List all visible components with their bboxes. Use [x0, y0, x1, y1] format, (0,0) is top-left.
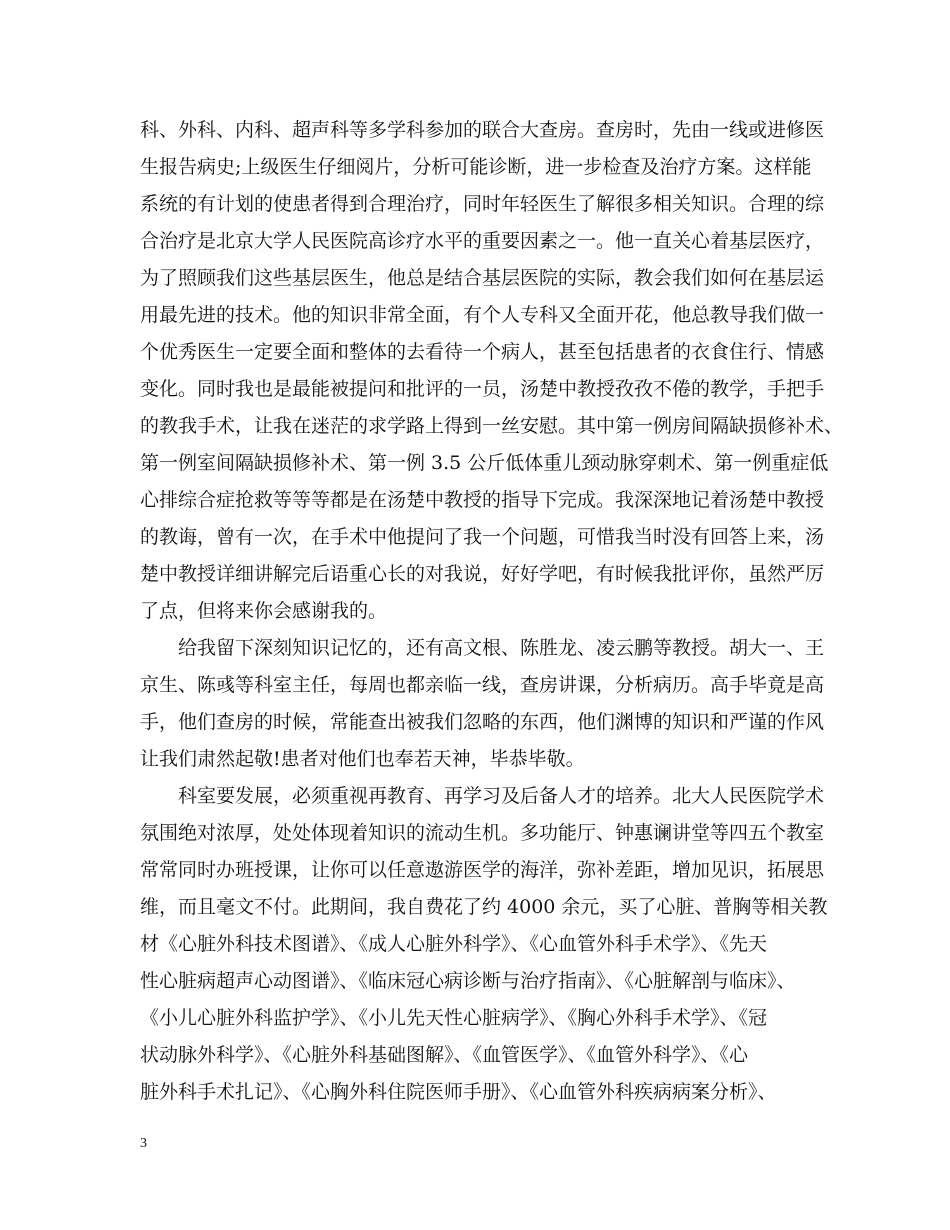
- paragraph-1-line-11: 心排综合症抢救等等等都是在汤楚中教授的指导下完成。我深深地记着汤楚中教授: [140, 489, 825, 511]
- paragraph-2-line-4: 让我们肃然起敬!患者对他们也奉若天神，毕恭毕敬。: [140, 748, 585, 770]
- paragraph-1-line-9: 的教我手术，让我在迷茫的求学路上得到一丝安慰。其中第一例房间隔缺损修补术、: [140, 415, 844, 437]
- paragraph-3-line-9: 脏外科手术扎记》、《心胸外科住院医师手册》、《心血管外科疾病病案分析》、: [140, 1081, 777, 1103]
- paragraph-1-line-2: 生报告病史;上级医生仔细阅片，分析可能诊断，进一步检查及治疗方案。这样能: [140, 156, 812, 178]
- paragraph-3-line-1: 科室要发展，必须重视再教育、再学习及后备人才的培养。北大人民医院学术: [178, 785, 825, 807]
- paragraph-3-line-6: 性心脏病超声心动图谱》、《临床冠心病诊断与治疗指南》、《心脏解剖与临床》、: [140, 970, 796, 992]
- paragraph-1-line-6: 用最先进的技术。他的知识非常全面，有个人专科又全面开花，他总教导我们做一: [140, 304, 825, 326]
- paragraph-1-line-8: 变化。同时我也是最能被提问和批评的一员，汤楚中教授孜孜不倦的教学，手把手: [140, 378, 825, 400]
- paragraph-3-line-8: 状动脉外科学》、《心脏外科基础图解》、《血管医学》、《血管外科学》、《心: [140, 1044, 749, 1066]
- paragraph-1-line-10: 第一例室间隔缺损修补术、第一例 3.5 公斤低体重儿颈动脉穿刺术、第一例重症低: [140, 452, 829, 474]
- paragraph-1-line-12: 的教诲，曾有一次，在手术中他提问了我一个问题，可惜我当时没有回答上来，汤: [140, 526, 825, 548]
- paragraph-3-line-2: 氛围绝对浓厚，处处体现着知识的流动生机。多功能厅、钟惠谰讲堂等四五个教室: [140, 822, 825, 844]
- page-number: 3: [140, 1136, 147, 1151]
- paragraph-1-line-7: 个优秀医生一定要全面和整体的去看待一个病人，甚至包括患者的衣食住行、情感: [140, 341, 825, 363]
- document-body: [140, 112, 844, 1111]
- paragraph-1-line-14: 了点，但将来你会感谢我的。: [140, 600, 388, 622]
- paragraph-3-line-3: 常常同时办班授课，让你可以任意遨游医学的海洋，弥补差距，增加见识，拓展思: [140, 859, 825, 881]
- paragraph-1-line-13: 楚中教授详细讲解完后语重心长的对我说，好好学吧，有时候我批评你，虽然严厉: [140, 563, 825, 585]
- paragraph-3-line-7: 《小儿心脏外科监护学》、《小儿先天性心脏病学》、《胸心外科手术学》、《冠: [140, 1007, 768, 1029]
- paragraph-1-line-1: 科、外科、内科、超声科等多学科参加的联合大查房。查房时，先由一线或进修医: [140, 119, 825, 141]
- paragraph-2-line-1: 给我留下深刻知识记忆的，还有高文根、陈胜龙、凌云鹏等教授。胡大一、王: [178, 637, 825, 659]
- paragraph-1-line-3: 系统的有计划的使患者得到合理治疗，同时年轻医生了解很多相关知识。合理的综: [140, 193, 825, 215]
- paragraph-3-line-5: 材《心脏外科技术图谱》、《成人心脏外科学》、《心血管外科手术学》、《先天: [140, 933, 768, 955]
- paragraph-2-line-3: 手，他们查房的时候，常能查出被我们忽略的东西，他们渊博的知识和严谨的作风: [140, 711, 825, 733]
- paragraph-3-line-4: 维，而且毫文不付。此期间，我自费花了约 4000 余元，买了心脏、普胸等相关教: [140, 896, 828, 918]
- paragraph-1-line-5: 为了照顾我们这些基层医生，他总是结合基层医院的实际，教会我们如何在基层运: [140, 267, 825, 289]
- paragraph-1-line-4: 合治疗是北京大学人民医院高诊疗水平的重要因素之一。他一直关心着基层医疗，: [140, 230, 825, 252]
- paragraph-2-line-2: 京生、陈彧等科室主任，每周也都亲临一线，查房讲课，分析病历。高手毕竟是高: [140, 674, 825, 696]
